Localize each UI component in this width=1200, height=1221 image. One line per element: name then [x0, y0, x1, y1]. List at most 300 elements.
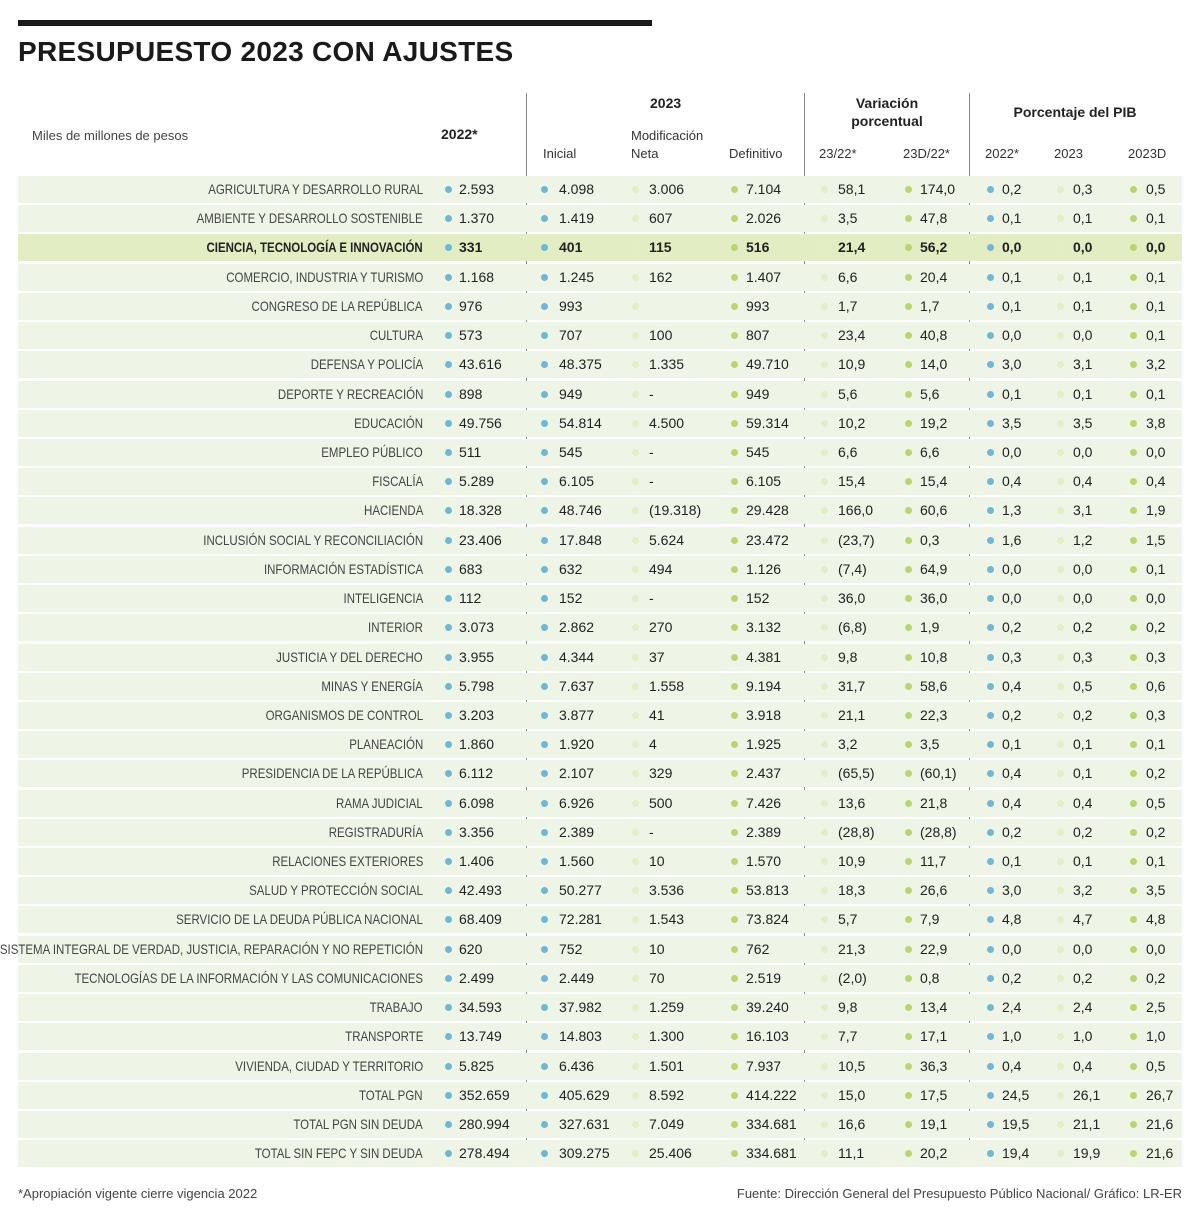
bullet-dot — [632, 566, 639, 573]
table-row — [0, 673, 1200, 700]
bullet-dot — [445, 303, 452, 310]
bullet-dot — [905, 449, 912, 456]
table-row — [0, 1082, 1200, 1109]
bullet-dot — [1057, 1063, 1064, 1070]
bullet-dot — [1130, 858, 1137, 865]
cell-p22: 3,5 — [1002, 414, 1022, 431]
cell-p23: 0,0 — [1073, 239, 1093, 256]
cell-v2022: 42.493 — [459, 882, 502, 899]
cell-p23d: 3,8 — [1146, 414, 1166, 431]
bullet-dot — [905, 391, 912, 398]
cell-p22: 0,4 — [1002, 765, 1022, 782]
cell-v2022: 898 — [459, 385, 483, 402]
bullet-dot — [1057, 420, 1064, 427]
cell-def: 334.681 — [746, 1116, 797, 1132]
bullet-dot — [541, 946, 548, 953]
cell-var1: (7,4) — [838, 560, 867, 577]
bullet-dot — [731, 449, 738, 456]
bullet-dot — [821, 654, 828, 661]
cell-mod: 494 — [649, 560, 673, 577]
bullet-dot — [445, 683, 452, 690]
cell-p23d: 2,5 — [1146, 999, 1166, 1016]
bullet-dot — [1130, 595, 1137, 602]
cell-p23: 0,4 — [1073, 1057, 1093, 1074]
bullet-dot — [445, 420, 452, 427]
row-label: DEFENSA Y POLICÍA — [310, 356, 423, 373]
bullet-dot — [445, 1092, 452, 1099]
bullet-dot — [821, 391, 828, 398]
cell-var2: 6,6 — [920, 443, 940, 460]
cell-var2: 3,5 — [920, 736, 940, 753]
bullet-dot — [731, 858, 738, 865]
cell-var1: 3,5 — [838, 210, 858, 227]
cell-v2022: 683 — [459, 560, 483, 577]
header-pib-2023d: 2023D — [1128, 146, 1167, 161]
bullet-dot — [1057, 566, 1064, 573]
cell-v2022: 511 — [459, 443, 482, 460]
bullet-dot — [821, 420, 828, 427]
bullet-dot — [905, 274, 912, 281]
cell-var1: 10,9 — [838, 356, 866, 373]
bullet-dot — [541, 1063, 548, 1070]
cell-p23d: 0,5 — [1146, 181, 1166, 197]
cell-def: 545 — [746, 443, 770, 460]
cell-p23: 0,1 — [1073, 853, 1093, 870]
cell-p23: 0,1 — [1073, 268, 1093, 285]
bullet-dot — [905, 858, 912, 865]
cell-var2: 56,2 — [920, 239, 948, 256]
cell-inicial: 2.862 — [559, 619, 595, 636]
cell-p22: 19,5 — [1002, 1116, 1030, 1132]
bullet-dot — [632, 186, 639, 193]
cell-v2022: 18.328 — [459, 502, 502, 519]
cell-inicial: 48.746 — [559, 502, 602, 519]
cell-def: 9.194 — [746, 677, 782, 694]
row-label: DEPORTE Y RECREACIÓN — [277, 385, 423, 402]
bullet-dot — [1130, 829, 1137, 836]
cell-p23: 0,3 — [1073, 648, 1093, 665]
bullet-dot — [541, 566, 548, 573]
cell-mod: 37 — [649, 648, 665, 665]
bullet-dot — [1057, 449, 1064, 456]
bullet-dot — [905, 1121, 912, 1128]
bullet-dot — [445, 946, 452, 953]
cell-p22: 0,4 — [1002, 794, 1022, 811]
cell-inicial: 48.375 — [559, 356, 602, 373]
header-group-porcentual: porcentual — [851, 113, 923, 129]
bullet-dot — [445, 858, 452, 865]
cell-p22: 3,0 — [1002, 356, 1022, 373]
bullet-dot — [987, 654, 994, 661]
cell-var2: 36,0 — [920, 590, 948, 607]
cell-def: 414.222 — [746, 1086, 797, 1103]
table-row — [0, 264, 1200, 291]
cell-v2022: 280.994 — [459, 1116, 510, 1132]
bullet-dot — [1057, 537, 1064, 544]
table-row — [0, 936, 1200, 963]
cell-v2022: 3.203 — [459, 706, 495, 723]
cell-var1: 15,0 — [838, 1086, 866, 1103]
cell-inicial: 752 — [559, 940, 583, 957]
cell-p23d: 0,2 — [1146, 823, 1166, 840]
bullet-dot — [632, 975, 639, 982]
cell-p22: 0,0 — [1002, 443, 1022, 460]
cell-var1: 13,6 — [838, 794, 866, 811]
cell-p22: 0,4 — [1002, 677, 1022, 694]
table-row — [0, 1053, 1200, 1080]
cell-p22: 0,0 — [1002, 590, 1022, 607]
cell-p22: 0,1 — [1002, 385, 1022, 402]
cell-inicial: 4.344 — [559, 648, 595, 665]
cell-var2: 5,6 — [920, 385, 940, 402]
bullet-dot — [987, 946, 994, 953]
row-label: TRABAJO — [370, 999, 423, 1016]
cell-def: 2.519 — [746, 969, 782, 986]
cell-v2022: 278.494 — [459, 1145, 510, 1162]
cell-mod: 3.006 — [649, 181, 685, 197]
bullet-dot — [731, 654, 738, 661]
bullet-dot — [987, 1121, 994, 1128]
cell-p23: 0,1 — [1073, 385, 1093, 402]
cell-v2022: 620 — [459, 940, 483, 957]
bullet-dot — [541, 420, 548, 427]
bullet-dot — [731, 186, 738, 193]
table-row — [0, 644, 1200, 671]
cell-mod: - — [649, 590, 654, 607]
bullet-dot — [632, 800, 639, 807]
cell-inicial: 6.926 — [559, 794, 595, 811]
row-label: TOTAL PGN — [359, 1086, 423, 1103]
bullet-dot — [821, 1092, 828, 1099]
cell-var2: 20,2 — [920, 1145, 948, 1162]
header-modificacion: Modificación — [631, 128, 704, 143]
cell-inicial: 7.637 — [559, 677, 595, 694]
bullet-dot — [821, 449, 828, 456]
cell-var1: 5,7 — [838, 911, 858, 928]
bullet-dot — [1130, 946, 1137, 953]
cell-p23: 0,1 — [1073, 297, 1093, 314]
cell-inicial: 1.419 — [559, 210, 595, 227]
bullet-dot — [1057, 1121, 1064, 1128]
cell-p23d: 1,9 — [1146, 502, 1166, 519]
cell-v2022: 68.409 — [459, 911, 502, 928]
cell-mod: 4.500 — [649, 414, 685, 431]
bullet-dot — [1130, 800, 1137, 807]
bullet-dot — [632, 595, 639, 602]
row-label: REGISTRADURÍA — [328, 823, 423, 840]
cell-p23: 3,2 — [1073, 882, 1093, 899]
cell-p23d: 0,1 — [1146, 327, 1166, 344]
cell-def: 516 — [746, 239, 770, 256]
cell-var2: 14,0 — [920, 356, 948, 373]
bullet-dot — [1130, 1063, 1137, 1070]
cell-v2022: 1.168 — [459, 268, 495, 285]
row-label: AGRICULTURA Y DESARROLLO RURAL — [208, 181, 423, 197]
header-var-23d-22: 23D/22* — [903, 146, 950, 161]
bullet-dot — [731, 712, 738, 719]
cell-var2: 21,8 — [920, 794, 948, 811]
cell-var2: (28,8) — [920, 823, 957, 840]
bullet-dot — [541, 712, 548, 719]
cell-inicial: 993 — [559, 297, 583, 314]
bullet-dot — [905, 1092, 912, 1099]
cell-inicial: 54.814 — [559, 414, 602, 431]
bullet-dot — [632, 1063, 639, 1070]
bullet-dot — [731, 829, 738, 836]
bullet-dot — [541, 274, 548, 281]
cell-p22: 19,4 — [1002, 1145, 1030, 1162]
cell-def: 807 — [746, 327, 770, 344]
cell-p22: 0,1 — [1002, 736, 1022, 753]
cell-mod: 7.049 — [649, 1116, 685, 1132]
bullet-dot — [1057, 595, 1064, 602]
cell-mod: 4 — [649, 736, 657, 753]
cell-p23: 0,4 — [1073, 473, 1093, 490]
bullet-dot — [632, 420, 639, 427]
bullet-dot — [541, 829, 548, 836]
bullet-dot — [1130, 449, 1137, 456]
cell-inicial: 632 — [559, 560, 583, 577]
row-label: SISTEMA INTEGRAL DE VERDAD, JUSTICIA, REPARACIÓN Y NO REPETICIÓN — [0, 940, 423, 957]
bullet-dot — [541, 303, 548, 310]
cell-p22: 0,2 — [1002, 823, 1022, 840]
cell-v2022: 6.098 — [459, 794, 495, 811]
bullet-dot — [541, 1092, 548, 1099]
cell-p22: 0,2 — [1002, 969, 1022, 986]
bullet-dot — [905, 712, 912, 719]
cell-var2: 22,9 — [920, 940, 948, 957]
cell-var1: 7,7 — [838, 1028, 858, 1045]
cell-p22: 3,0 — [1002, 882, 1022, 899]
cell-p23d: 1,5 — [1146, 531, 1166, 548]
cell-p23: 0,5 — [1073, 677, 1093, 694]
row-label: CIENCIA, TECNOLOGÍA E INNOVACIÓN — [206, 239, 423, 256]
cell-def: 2.389 — [746, 823, 782, 840]
cell-p23: 0,0 — [1073, 590, 1093, 607]
header-group-2023: 2023 — [650, 95, 682, 111]
cell-p23: 0,1 — [1073, 736, 1093, 753]
row-label: INTERIOR — [368, 619, 423, 636]
cell-v2022: 23.406 — [459, 531, 502, 548]
cell-p22: 0,4 — [1002, 1057, 1022, 1074]
bullet-dot — [821, 712, 828, 719]
bullet-dot — [987, 537, 994, 544]
row-label: ORGANISMOS DE CONTROL — [265, 706, 423, 723]
header-var-23-22: 23/22* — [819, 146, 857, 161]
bullet-dot — [1130, 537, 1137, 544]
table-row — [0, 790, 1200, 817]
header-pib-2023: 2023 — [1054, 146, 1083, 161]
cell-p23: 0,0 — [1073, 327, 1093, 344]
cell-p22: 0,2 — [1002, 706, 1022, 723]
bullet-dot — [541, 975, 548, 982]
bullet-dot — [731, 303, 738, 310]
cell-var2: 174,0 — [920, 181, 956, 197]
cell-def: 2.026 — [746, 210, 782, 227]
bullet-dot — [731, 566, 738, 573]
bullet-dot — [632, 946, 639, 953]
cell-var2: 47,8 — [920, 210, 948, 227]
cell-inicial: 14.803 — [559, 1028, 602, 1045]
cell-inicial: 37.982 — [559, 999, 602, 1016]
cell-p23d: 0,2 — [1146, 619, 1166, 636]
cell-var1: 6,6 — [838, 443, 858, 460]
row-label: HACIENDA — [363, 502, 423, 519]
header-2022: 2022* — [441, 126, 478, 142]
cell-def: 23.472 — [746, 531, 789, 548]
cell-inicial: 50.277 — [559, 882, 602, 899]
bullet-dot — [1057, 800, 1064, 807]
cell-var2: (60,1) — [920, 765, 957, 782]
top-rule — [18, 20, 652, 26]
cell-var2: 10,8 — [920, 648, 948, 665]
bullet-dot — [821, 566, 828, 573]
cell-def: 334.681 — [746, 1145, 797, 1162]
cell-p23d: 0,1 — [1146, 210, 1166, 227]
cell-p23d: 0,1 — [1146, 853, 1166, 870]
cell-var1: 36,0 — [838, 590, 866, 607]
cell-mod: 8.592 — [649, 1086, 685, 1103]
cell-var2: 7,9 — [920, 911, 940, 928]
bullet-dot — [731, 683, 738, 690]
bullet-dot — [445, 1121, 452, 1128]
cell-v2022: 3.955 — [459, 648, 495, 665]
row-label: RAMA JUDICIAL — [336, 794, 423, 811]
bullet-dot — [632, 683, 639, 690]
cell-p23: 3,1 — [1073, 502, 1093, 519]
cell-inicial: 6.105 — [559, 473, 595, 490]
cell-p23d: 0,1 — [1146, 268, 1166, 285]
cell-p23d: 0,2 — [1146, 969, 1166, 986]
cell-mod: 607 — [649, 210, 673, 227]
row-label: TECNOLOGÍAS DE LA INFORMACIÓN Y LAS COMUNICACIONES — [74, 969, 423, 986]
cell-var2: 22,3 — [920, 706, 948, 723]
bullet-dot — [1130, 303, 1137, 310]
table-row — [0, 497, 1200, 524]
bullet-dot — [445, 566, 452, 573]
cell-var2: 19,2 — [920, 414, 948, 431]
cell-var2: 1,9 — [920, 619, 940, 636]
bullet-dot — [1057, 274, 1064, 281]
cell-var1: (2,0) — [838, 969, 867, 986]
bullet-dot — [1130, 683, 1137, 690]
row-label: EDUCACIÓN — [354, 414, 423, 431]
cell-p22: 0,1 — [1002, 268, 1022, 285]
bullet-dot — [632, 391, 639, 398]
bullet-dot — [987, 449, 994, 456]
bullet-dot — [1057, 712, 1064, 719]
row-label: INCLUSIÓN SOCIAL Y RECONCILIACIÓN — [203, 531, 423, 548]
cell-def: 53.813 — [746, 882, 789, 899]
bullet-dot — [821, 274, 828, 281]
bullet-dot — [445, 712, 452, 719]
cell-v2022: 573 — [459, 327, 483, 344]
table-row — [0, 556, 1200, 583]
bullet-dot — [905, 566, 912, 573]
cell-v2022: 13.749 — [459, 1028, 502, 1045]
cell-p22: 0,2 — [1002, 181, 1022, 197]
cell-v2022: 1.406 — [459, 853, 495, 870]
bullet-dot — [1130, 274, 1137, 281]
cell-def: 3.132 — [746, 619, 782, 636]
cell-p23: 0,4 — [1073, 794, 1093, 811]
cell-p23d: 0,1 — [1146, 385, 1166, 402]
bullet-dot — [1130, 566, 1137, 573]
cell-inicial: 17.848 — [559, 531, 602, 548]
header-definitivo: Definitivo — [729, 146, 783, 161]
cell-var1: 10,9 — [838, 853, 866, 870]
table-row — [0, 527, 1200, 554]
cell-p23d: 1,0 — [1146, 1028, 1166, 1045]
cell-p22: 0,1 — [1002, 210, 1022, 227]
cell-v2022: 49.756 — [459, 414, 502, 431]
bullet-dot — [731, 1063, 738, 1070]
cell-v2022: 112 — [459, 590, 482, 607]
bullet-dot — [987, 1063, 994, 1070]
bullet-dot — [731, 946, 738, 953]
bullet-dot — [632, 1121, 639, 1128]
cell-var2: 11,7 — [920, 853, 947, 870]
cell-p23d: 26,7 — [1146, 1086, 1174, 1103]
cell-v2022: 6.112 — [459, 765, 493, 782]
row-label: TOTAL SIN FEPC Y SIN DEUDA — [255, 1145, 423, 1162]
bullet-dot — [905, 1063, 912, 1070]
bullet-dot — [821, 800, 828, 807]
cell-mod: 162 — [649, 268, 673, 285]
header-pib-2022: 2022* — [985, 146, 1019, 161]
bullet-dot — [731, 800, 738, 807]
row-label: CONGRESO DE LA REPÚBLICA — [252, 297, 423, 314]
table-row — [0, 439, 1200, 466]
cell-p23: 0,1 — [1073, 210, 1093, 227]
bullet-dot — [1130, 654, 1137, 661]
bullet-dot — [445, 186, 452, 193]
cell-p22: 0,0 — [1002, 327, 1022, 344]
cell-var2: 17,5 — [920, 1086, 948, 1103]
bullet-dot — [905, 829, 912, 836]
cell-var1: 15,4 — [838, 473, 866, 490]
cell-inicial: 707 — [559, 327, 583, 344]
cell-p22: 0,2 — [1002, 619, 1022, 636]
cell-p23d: 0,6 — [1146, 677, 1166, 694]
cell-p22: 1,3 — [1002, 502, 1022, 519]
cell-p22: 0,1 — [1002, 297, 1022, 314]
bullet-dot — [1130, 975, 1137, 982]
bullet-dot — [987, 566, 994, 573]
cell-inicial: 3.877 — [559, 706, 595, 723]
cell-mod: 115 — [649, 239, 672, 256]
table-row — [0, 234, 1200, 261]
cell-p23d: 0,5 — [1146, 1057, 1166, 1074]
cell-p23: 0,1 — [1073, 765, 1093, 782]
bullet-dot — [731, 975, 738, 982]
cell-var2: 20,4 — [920, 268, 948, 285]
cell-inicial: 2.107 — [559, 765, 595, 782]
cell-p22: 2,4 — [1002, 999, 1022, 1016]
cell-p23d: 0,0 — [1146, 239, 1166, 256]
cell-mod: 10 — [649, 940, 665, 957]
row-label: JUSTICIA Y DEL DERECHO — [276, 648, 423, 665]
bullet-dot — [987, 1092, 994, 1099]
bullet-dot — [1057, 303, 1064, 310]
bullet-dot — [541, 654, 548, 661]
cell-var1: (23,7) — [838, 531, 875, 548]
cell-def: 29.428 — [746, 502, 789, 519]
cell-v2022: 976 — [459, 297, 483, 314]
bullet-dot — [541, 858, 548, 865]
bullet-dot — [1057, 829, 1064, 836]
cell-mod: 1.300 — [649, 1028, 685, 1045]
